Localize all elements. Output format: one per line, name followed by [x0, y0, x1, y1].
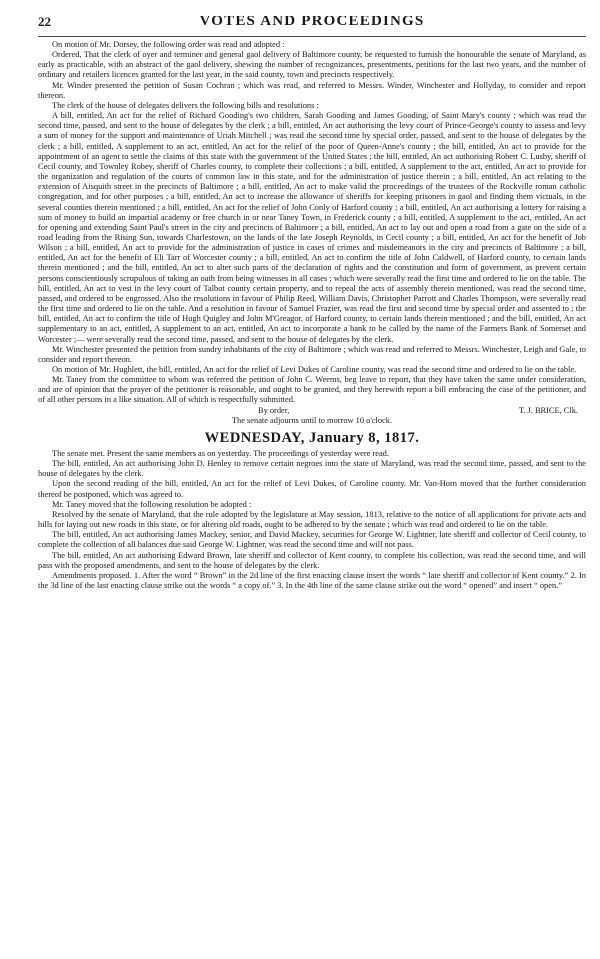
signoff-line	[38, 406, 586, 416]
taney-committee-report: Mr. Taney from the committee to whom was referred the petition of John C. Weems, beg leave to report, that they have taken the same under consideration, and are of opinion that the prayer of the petitioner is reasonable, and ought to be granted, and they herewith report a bill embracing the case of the petitioner, and of all other persons in a like situation. All of which is respectfully submitted.	[38, 375, 586, 405]
taney-resolution-motion: Mr. Taney moved that the following resolution be adopted :	[52, 499, 252, 509]
page-header	[38, 16, 586, 37]
bill-mackey: The bill, entitled, An act authorising James Mackey, senior, and David Mackey, securities for George W. Lightner, late sheriff and collector of Cecil county, to complete the collection of all balances due said George W. Lightner, was read the second time and will not pass.	[38, 530, 586, 550]
proceedings-body	[38, 40, 586, 591]
date-heading: WEDNESDAY, January 8, 1817.	[204, 429, 420, 446]
bill-edward-brown: The bill, entitled, An act authorising Edward Brown, late sheriff and collector of Kent county, to complete his collection, was read the second time, and will pass with the proposed amendments, and sent to the house of delegates by the clerk.	[38, 550, 586, 570]
amendments-proposed: Amendments proposed. 1. After the word “ Brown” in the 2d line of the first enacting clause insert the words “ late sheriff and collector of Kent county.” 2. In the 3d line of the last enacting clause strike out the words “ a copy of.” 3. In the 4th line of the same clause strike out the word “ opened” and insert “ open.”	[38, 570, 586, 590]
petition-susan-cochran: Mr. Winder presented the petition of Susan Cochran ; which was read, and referred to Messrs. Winder, Winchester and Hollyday, to consider and report thereon.	[38, 80, 586, 100]
petition-baltimore-inhabitants: Mr. Winchester presented the petition from sundry inhabitants of the city of Baltimore ; which was read and referred to Messrs. Winchester, Leigh and Gale, to consider and report thereon.	[38, 344, 586, 364]
adjourn-notice: The senate adjourns until to morrow 10 o'clock.	[231, 415, 393, 425]
page-number: 22	[38, 16, 51, 29]
clerk-delivers-bills: The clerk of the house of delegates delivers the following bills and resolutions :	[52, 100, 319, 110]
order-gaol-delivery: Ordered, That the clerk of oyer and terminer and general gaol delivery of Baltimore county, be requested to furnish the honourable the senate of Maryland, as early as practicable, with an abstract of the gaol delivery, shewing the number of recognizances, presentments, petitions for the last two years, and the number of ordinary and retailers licences granted for the last year, in the said county, town and precincts respectively.	[38, 50, 586, 80]
motion-dorsey: On motion of Mr. Dorsey, the following order was read and adopted :	[52, 40, 285, 49]
resolution-text: Resolved by the senate of Maryland, that the rule adopted by the legislature at May session, 1813, relative to the notice of all applications for private acts and bills for laying out new roads in this state, or for altering old roads, ought to be adhered to by the senate ; which was read and ordered to lie on the table.	[38, 509, 586, 530]
document-page	[38, 16, 586, 951]
bill-levi-dukes-postponed: Upon the second reading of the bill, entitled, An act for the relief of Levi Dukes, of Caroline county. Mr. Van-Horn moved that the further consideration thereof be postponed, which was agreed to.	[38, 479, 586, 499]
senate-met: The senate met. Present the same members as on yesterday. The proceedings of yesterday were read.	[52, 448, 389, 458]
bills-list-paragraph: A bill, entitled, An act for the relief of Richard Gooding's two children, Sarah Gooding and James Gooding, of Saint Mary's county ; which was read the second time, passed, and sent to the house of delegates by the clerk ; a bill, entitled, An act authorising the levy court of Prince-George's county to assess and levy a sum of money for the support and maintenance of Uriah Mitchell ; was read the second time by special order, passed, and sent to the house of delegates by the clerk ; a bill, entitled, A supplement to an act, entitled, An act for the relief of the poor of Queen-Anne's county ; the bill, entitled, An act to provide for the appointment of an agent to settle the claims of this state with the government of the United States ; the bill, entitled, An act authorising Robert C. Lusby, sheriff of Cecil county, and Townley Robey, sheriff of Charles county, to complete their collections ; a bill, entitled, A supplement to the act, entitled, An act to provide for the organization and regulation of the courts of common law in this state, and for the administration of justice therein ; a bill, entitled, An act relating to the extension of Aisquith street in the precincts of Baltimore ; a bill, entitled, An act to make valid the proceedings of the trustees of the Rockville roman catholic congregation, and for other purposes ; a bill, entitled, An act to increase the allowance of sheriffs for keeping prisoners in gaol and finding them victuals, in the several counties therein mentioned ; a bill, entitled, An act for the relief of John Conly of Harford county ; a bill, entitled, An act authorising a lottery for raising a sum of money to build an impartial academy or free church in or near Taney Town, in Frederick county ; a bill, entitled, A supplement to the act, entitled, An act for opening and extending Saint Paul's street in the city and precincts of Baltimore ; a bill, entitled, An act to lay out and open a road from a gate on the side of a road leading from the Rising Sun, towards Charlestown, on the lands of the late Joseph Reynolds, in Cecil county ; a bill, entitled, An act for the benefit of Job Wilson ; a bill, entitled, An act to provide for the administration of justice in cases of crimes and misdemeanors in the city and precincts of Baltimore ; a bill, entitled, An act for the benefit of Eli Tarr of Worcester county ; a bill, entitled, An act to confirm the title of John Caldwell, of Harford county, to certain lands therein mentioned ; and the bill, entitled, An act to alter such parts of the declaration of rights and the constitution and form of government, as prevent certain persons conscientiously scrupulous of taking an oath from being witnesses in all cases ; which were severally read the first time and ordered to lie on the table. The bill, entitled, An act to vest in the levy court of Talbot county certain property, and to repeal the acts of assembly therein mentioned, was read the second time, passed, and ordered to be engrossed. Also the resolutions in favour of Philip Reed, William Davis, Christopher Parrott and Charles Thompson, were severally read the first time and ordered to lie on the table. And a resolution in favour of Samuel Frazier, was read the first and second time by special order and assented to ; the bill, entitled, An act to confirm the title of Hugh Quigley and John M'Greagor, of Harford county, to certain lands therein mentioned ; and the bill, entitled, An act supplementary to an act, entitled, A supplement to an act, entitled, An act to incorporate a bank to be called by the name of the Farmers Bank of Somerset and Worcester ;— were severally read the second time, passed, and sent to the house of delegates by the clerk.	[38, 111, 586, 344]
clerk-signature: T. J. BRICE, Clk.	[518, 405, 578, 415]
by-order: By order,	[258, 405, 290, 415]
running-head: VOTES AND PROCEEDINGS	[199, 16, 425, 29]
motion-hughlett: On motion of Mr. Hughlett, the bill, entitled, An act for the relief of Levi Dukes of Caroline county, was read the second time and ordered to lie on the table.	[52, 365, 577, 374]
bill-henley: The bill, entitled, An act authorising John D. Henley to remove certain negroes into the state of Maryland, was read the second time, passed, and sent to the house of delegates by the clerk.	[38, 459, 586, 479]
